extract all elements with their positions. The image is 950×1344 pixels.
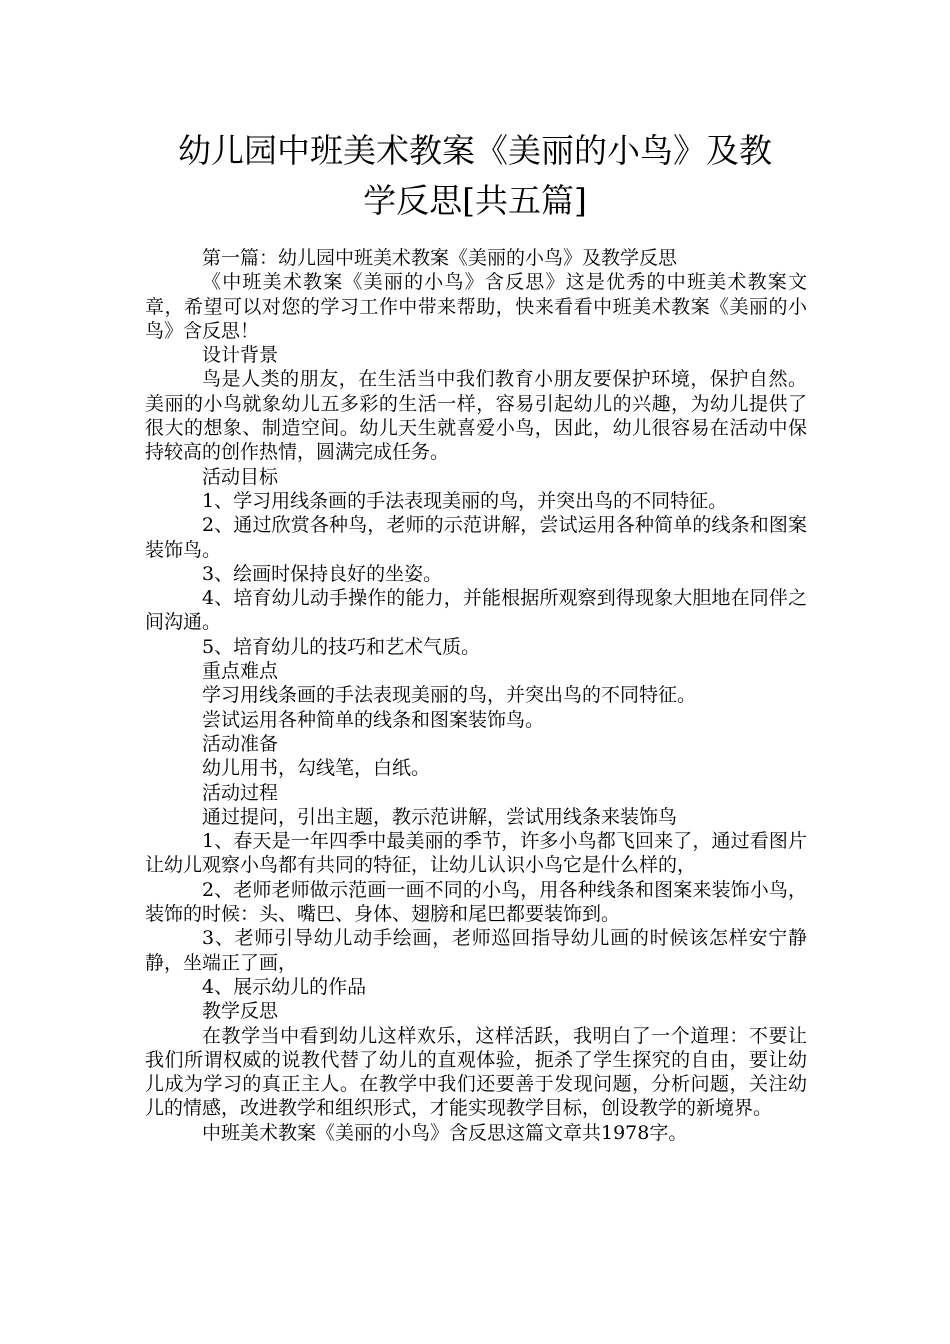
- body-paragraph: 教学反思: [202, 1000, 279, 1023]
- body-paragraph: 中班美术教案《美丽的小鸟》含反思这篇文章共1978字。: [202, 1121, 688, 1144]
- body-paragraph: 活动过程: [202, 781, 279, 804]
- body-paragraph: 《中班美术教案《美丽的小鸟》含反思》这是优秀的中班美术教案文章，希望可以对您的学习工作中带来帮助，快来看看中班美术教案《美丽的小鸟》含反思！: [145, 271, 807, 342]
- body-paragraph: 2、通过欣赏各种鸟，老师的示范讲解，尝试运用各种简单的线条和图案装饰鸟。: [145, 514, 807, 561]
- body-paragraph: 幼儿用书，勾线笔，白纸。: [202, 757, 431, 780]
- body-paragraph: 4、展示幼儿的作品: [202, 975, 367, 998]
- body-paragraph: 鸟是人类的朋友，在生活当中我们教育小朋友要保护环境，保护自然。美丽的小鸟就象幼儿五多彩的生活一样，容易引起幼儿的兴趣，为幼儿提供了很大的想象、制造空间。幼儿天生就喜爱小鸟，因此，幼儿很容易在活动中保持较高的创作热情，圆满完成任务。: [145, 368, 807, 464]
- body-paragraph: 3、绘画时保持良好的坐姿。: [202, 562, 443, 585]
- body-paragraph: 重点难点: [202, 660, 279, 683]
- body-paragraph: 1、学习用线条画的手法表现美丽的鸟，并突出鸟的不同特征。: [202, 489, 728, 512]
- body-paragraph: 在教学当中看到幼儿这样欢乐，这样活跃，我明白了一个道理：不要让我们所谓权威的说教代替了幼儿的直观体验，扼杀了学生探究的自由，要让幼儿成为学习的真正主人。在教学中我们还要善于发现问题，分析问题，关注幼儿的情感，改进教学和组织形式，才能实现教学目标，创设教学的新境界。: [145, 1024, 807, 1120]
- body-paragraph: 活动目标: [202, 465, 279, 488]
- body-paragraph: 3、老师引导幼儿动手绘画，老师巡回指导幼儿画的时候该怎样安宁静静，坐端正了画，: [145, 927, 807, 974]
- body-paragraph: 活动准备: [202, 732, 279, 755]
- body-paragraph: 设计背景: [202, 344, 279, 367]
- body-paragraph: 第一篇：幼儿园中班美术教案《美丽的小鸟》及教学反思: [202, 247, 678, 269]
- body-paragraph: 2、老师老师做示范画一画不同的小鸟，用各种线条和图案来装饰小鸟，装饰的时候：头、嘴巴、身体、翅膀和尾巴都要装饰到。: [145, 878, 807, 926]
- body-paragraph: 通过提问，引出主题，教示范讲解，尝试用线条来装饰鸟: [202, 805, 678, 828]
- body-paragraph: 4、培育幼儿动手操作的能力，并能根据所观察到得现象大胆地在同伴之间沟通。: [145, 587, 807, 634]
- body-paragraph: 1、春天是一年四季中最美丽的季节，许多小鸟都飞回来了，通过看图片让幼儿观察小鸟都有共同的特征，让幼儿认识小鸟它是什么样的，: [145, 830, 807, 877]
- document-body: [145, 246, 807, 1145]
- document-title-line-2: 学反思[共五篇]: [363, 181, 587, 220]
- document-title-line-1: 幼儿园中班美术教案《美丽的小鸟》及教: [178, 131, 772, 170]
- body-paragraph: 5、培育幼儿的技巧和艺术气质。: [202, 635, 481, 658]
- body-paragraph: 学习用线条画的手法表现美丽的鸟，并突出鸟的不同特征。: [202, 684, 697, 707]
- document-title: [140, 126, 810, 226]
- body-paragraph: 尝试运用各种简单的线条和图案装饰鸟。: [202, 708, 545, 731]
